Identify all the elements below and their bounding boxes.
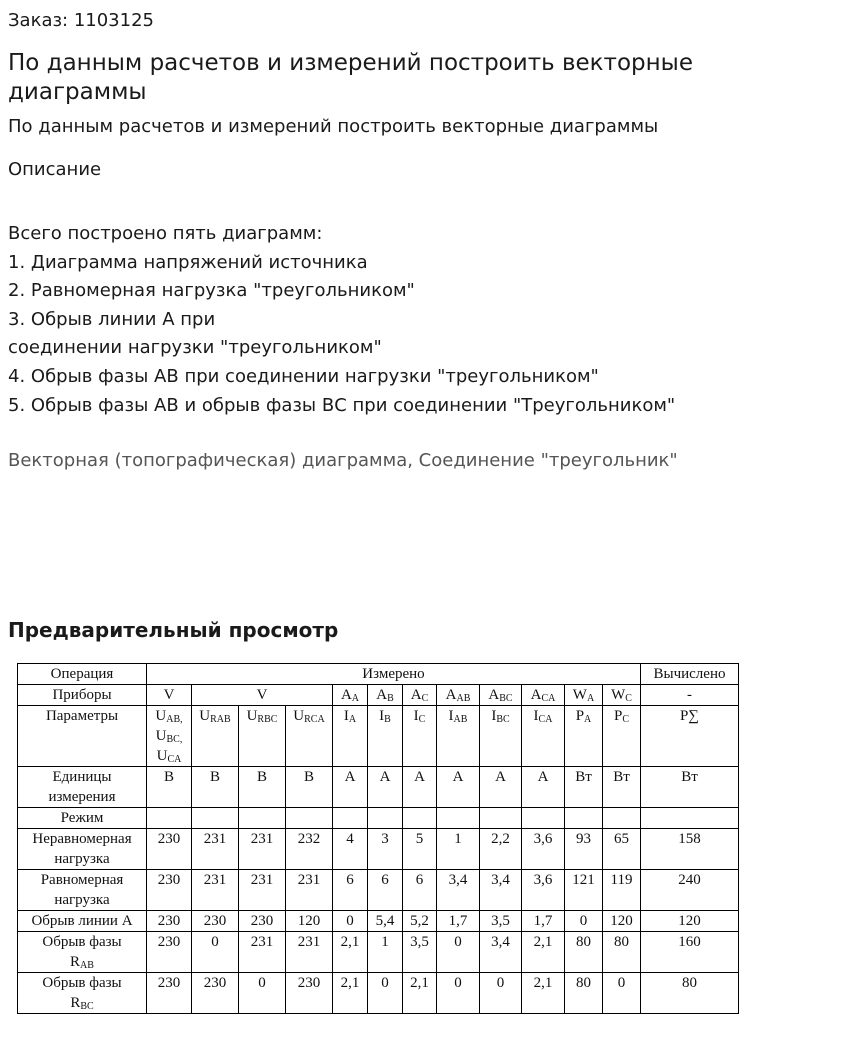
mode-cell <box>437 808 480 829</box>
value-cell: 4 <box>333 829 368 870</box>
mode-name-cell <box>18 911 147 932</box>
parameter-subscript: C <box>622 714 629 725</box>
parameter-cell <box>603 706 641 767</box>
value-cell: 2,1 <box>333 973 368 1014</box>
resistor-symbol: R <box>70 954 81 970</box>
description-line: 2. Равномерная нагрузка "треугольником" <box>8 280 415 302</box>
instrument-subscript: CA <box>541 693 556 704</box>
description-line: соединении нагрузки "треугольником" <box>8 337 382 359</box>
table-row <box>18 870 739 911</box>
parameter-symbol: I <box>491 708 497 724</box>
parameter-subscript: BC <box>496 714 510 725</box>
value-cell: 2,1 <box>522 973 565 1014</box>
parameter-calc-cell: P∑ <box>641 706 739 767</box>
instrument-cell <box>565 685 603 706</box>
unit-cell: В <box>192 767 239 808</box>
value-cell: 80 <box>603 932 641 973</box>
instrument-cell <box>368 685 403 706</box>
measured-header: Измерено <box>147 664 641 685</box>
value-cell: 230 <box>192 973 239 1014</box>
value-cell: 231 <box>192 829 239 870</box>
instrument-subscript: A <box>351 693 360 704</box>
value-cell: 1 <box>437 829 480 870</box>
parameter-subscript: A <box>348 714 357 725</box>
description-line: Всего построено пять диаграмм: <box>8 223 323 244</box>
value-cell: 231 <box>239 932 286 973</box>
parameter-subscript: AB, <box>166 714 183 725</box>
instrument-symbol: W <box>611 687 626 703</box>
value-cell: 120 <box>641 911 739 932</box>
unit-cell: А <box>480 767 522 808</box>
value-cell: 230 <box>147 932 192 973</box>
value-cell: 230 <box>147 870 192 911</box>
parameter-symbol: I <box>533 708 539 724</box>
parameter-symbol: P <box>613 708 623 724</box>
resistor-symbol: R <box>70 995 81 1011</box>
unit-cell: А <box>333 767 368 808</box>
parameter-subscript: B <box>384 714 391 725</box>
parameters-label: Параметры <box>18 706 147 767</box>
preview-heading: Предварительный просмотр <box>8 618 339 642</box>
unit-cell: В <box>147 767 192 808</box>
value-cell: 6 <box>368 870 403 911</box>
mode-name: Равномерная нагрузка <box>40 872 124 908</box>
value-cell: 230 <box>147 973 192 1014</box>
parameter-symbol: U <box>293 708 305 724</box>
parameter-cell <box>437 706 480 767</box>
value-cell: 0 <box>437 973 480 1014</box>
parameter-subscript: BC, <box>166 734 183 745</box>
parameter-line <box>149 726 189 746</box>
instrument-subscript: BC <box>499 693 513 704</box>
mode-cell <box>239 808 286 829</box>
parameter-cell <box>480 706 522 767</box>
value-cell: 3,4 <box>437 870 480 911</box>
unit-cell: Вт <box>603 767 641 808</box>
value-cell: 2,1 <box>522 932 565 973</box>
value-cell: 230 <box>192 911 239 932</box>
value-cell: 3,6 <box>522 870 565 911</box>
instrument-cell <box>522 685 565 706</box>
mode-cell <box>480 808 522 829</box>
tags-link[interactable]: Векторная (топографическая) диаграмма, Соединение "треугольник" <box>8 450 678 471</box>
parameter-cell <box>403 706 437 767</box>
instrument-subscript: C <box>625 693 632 704</box>
value-cell: 2,1 <box>403 973 437 1014</box>
mode-cell <box>641 808 739 829</box>
description-line: 1. Диаграмма напряжений источника <box>8 251 368 273</box>
mode-cell <box>147 808 192 829</box>
parameter-symbol: U <box>155 728 167 744</box>
value-cell: 5,4 <box>368 911 403 932</box>
mode-cell <box>603 808 641 829</box>
unit-cell: А <box>368 767 403 808</box>
mode-resistor <box>20 952 144 972</box>
instrument-symbol: A <box>488 687 500 703</box>
value-cell: 230 <box>147 829 192 870</box>
table-row <box>18 829 739 870</box>
value-cell: 0 <box>368 973 403 1014</box>
value-cell: 5,2 <box>403 911 437 932</box>
value-cell: 231 <box>239 870 286 911</box>
order-number: Заказ: 1103125 <box>8 10 154 31</box>
mode-resistor <box>20 993 144 1013</box>
unit-cell: Вт <box>565 767 603 808</box>
table-row <box>18 973 739 1014</box>
value-cell: 1,7 <box>437 911 480 932</box>
parameter-line <box>149 706 189 726</box>
mode-label: Режим <box>18 808 147 829</box>
instrument-calc-cell: - <box>641 685 739 706</box>
value-cell: 121 <box>565 870 603 911</box>
instrument-cell <box>437 685 480 706</box>
resistor-subscript: AB <box>80 960 94 971</box>
parameter-cell <box>286 706 333 767</box>
instruments-row <box>18 685 739 706</box>
description-line: 4. Обрыв фазы АВ при соединении нагрузки "треугольником" <box>8 365 599 387</box>
instrument-cell <box>403 685 437 706</box>
mode-cell <box>403 808 437 829</box>
mode-row <box>18 808 739 829</box>
value-cell: 0 <box>480 973 522 1014</box>
unit-cell: А <box>437 767 480 808</box>
value-cell: 3,4 <box>480 870 522 911</box>
mode-name: Неравномерная нагрузка <box>32 831 132 867</box>
value-cell: 0 <box>239 973 286 1014</box>
parameter-subscript: RBC <box>257 714 278 725</box>
value-cell: 231 <box>286 870 333 911</box>
value-cell: 231 <box>239 829 286 870</box>
parameter-cell <box>147 706 192 767</box>
instrument-symbol: A <box>376 687 388 703</box>
value-cell: 120 <box>286 911 333 932</box>
value-cell: 120 <box>603 911 641 932</box>
instrument-subscript: C <box>421 693 429 704</box>
parameter-subscript: A <box>584 714 592 725</box>
value-cell: 3,4 <box>480 932 522 973</box>
unit-cell: А <box>522 767 565 808</box>
value-cell: 232 <box>286 829 333 870</box>
mode-cell <box>522 808 565 829</box>
measurements-table <box>17 663 739 1014</box>
instrument-symbol: A <box>340 687 352 703</box>
parameter-symbol: U <box>155 708 167 724</box>
value-cell: 0 <box>603 973 641 1014</box>
description-line: 5. Обрыв фазы АВ и обрыв фазы ВС при соединении "Треугольником" <box>8 394 676 416</box>
instrument-cell: V <box>147 685 192 706</box>
unit-cell: А <box>403 767 437 808</box>
instrument-subscript: B <box>387 693 394 704</box>
value-cell: 1 <box>368 932 403 973</box>
value-cell: 230 <box>147 911 192 932</box>
table-row <box>18 911 739 932</box>
mode-name-cell <box>18 829 147 870</box>
parameter-subscript: CA <box>538 714 553 725</box>
parameter-symbol: I <box>343 708 349 724</box>
value-cell: 5 <box>403 829 437 870</box>
parameter-symbol: U <box>156 748 168 764</box>
unit-cell: В <box>239 767 286 808</box>
parameter-symbol: I <box>379 708 385 724</box>
instrument-symbol: A <box>445 687 457 703</box>
instrument-subscript: AB <box>456 693 471 704</box>
description-heading: Описание <box>8 159 102 180</box>
mode-name: Обрыв фазы <box>42 975 122 991</box>
mode-name: Обрыв фазы <box>42 934 122 950</box>
parameter-subscript: CA <box>167 754 182 765</box>
value-cell: 160 <box>641 932 739 973</box>
parameter-symbol: U <box>199 708 211 724</box>
mode-name: Обрыв линии А <box>31 913 133 929</box>
parameters-row <box>18 706 739 767</box>
instrument-cell: V <box>192 685 333 706</box>
mode-name-cell <box>18 870 147 911</box>
page-subtitle: По данным расчетов и измерений построить векторные диаграммы <box>8 116 659 137</box>
value-cell: 2,1 <box>333 932 368 973</box>
resistor-subscript: BC <box>80 1001 94 1012</box>
parameter-cell <box>522 706 565 767</box>
value-cell: 119 <box>603 870 641 911</box>
parameter-subscript: C <box>418 714 426 725</box>
value-cell: 3,5 <box>480 911 522 932</box>
parameter-subscript: RCA <box>304 714 325 725</box>
table-header-row <box>18 664 739 685</box>
instrument-subscript: A <box>586 693 595 704</box>
value-cell: 230 <box>286 973 333 1014</box>
parameter-symbol: I <box>448 708 454 724</box>
value-cell: 0 <box>333 911 368 932</box>
parameter-cell <box>192 706 239 767</box>
value-cell: 80 <box>641 973 739 1014</box>
parameter-subscript: RAB <box>210 714 231 725</box>
mode-cell <box>286 808 333 829</box>
value-cell: 231 <box>192 870 239 911</box>
value-cell: 240 <box>641 870 739 911</box>
value-cell: 0 <box>192 932 239 973</box>
value-cell: 80 <box>565 932 603 973</box>
value-cell: 230 <box>239 911 286 932</box>
value-cell: 158 <box>641 829 739 870</box>
description-text <box>8 220 675 420</box>
value-cell: 6 <box>403 870 437 911</box>
mode-cell <box>192 808 239 829</box>
value-cell: 80 <box>565 973 603 1014</box>
parameter-cell <box>239 706 286 767</box>
parameter-cell <box>368 706 403 767</box>
description-line: 3. Обрыв линии А при <box>8 308 216 330</box>
mode-name-cell <box>18 932 147 973</box>
instrument-symbol: W <box>572 687 587 703</box>
parameter-symbol: I <box>413 708 419 724</box>
parameter-line <box>149 746 189 766</box>
value-cell: 0 <box>565 911 603 932</box>
calculated-header: Вычислено <box>641 664 739 685</box>
instrument-cell <box>603 685 641 706</box>
mode-cell <box>333 808 368 829</box>
table-row <box>18 932 739 973</box>
value-cell: 6 <box>333 870 368 911</box>
operation-header: Операция <box>18 664 147 685</box>
value-cell: 1,7 <box>522 911 565 932</box>
units-row <box>18 767 739 808</box>
page-title: По данным расчетов и измерений построить векторные диаграммы <box>8 50 693 105</box>
instrument-cell <box>333 685 368 706</box>
value-cell: 3,5 <box>403 932 437 973</box>
parameter-symbol: U <box>246 708 258 724</box>
instrument-symbol: A <box>410 687 422 703</box>
mode-cell <box>565 808 603 829</box>
parameter-symbol: P <box>575 708 585 724</box>
mode-name-cell <box>18 973 147 1014</box>
parameter-cell <box>333 706 368 767</box>
value-cell: 65 <box>603 829 641 870</box>
value-cell: 93 <box>565 829 603 870</box>
value-cell: 0 <box>437 932 480 973</box>
unit-cell: Вт <box>641 767 739 808</box>
value-cell: 3 <box>368 829 403 870</box>
parameter-subscript: AB <box>453 714 468 725</box>
units-label: Единицы измерения <box>18 767 147 808</box>
value-cell: 231 <box>286 932 333 973</box>
instrument-symbol: A <box>530 687 542 703</box>
instruments-label: Приборы <box>18 685 147 706</box>
parameter-cell <box>565 706 603 767</box>
value-cell: 2,2 <box>480 829 522 870</box>
unit-cell: В <box>286 767 333 808</box>
mode-cell <box>368 808 403 829</box>
value-cell: 3,6 <box>522 829 565 870</box>
instrument-cell <box>480 685 522 706</box>
